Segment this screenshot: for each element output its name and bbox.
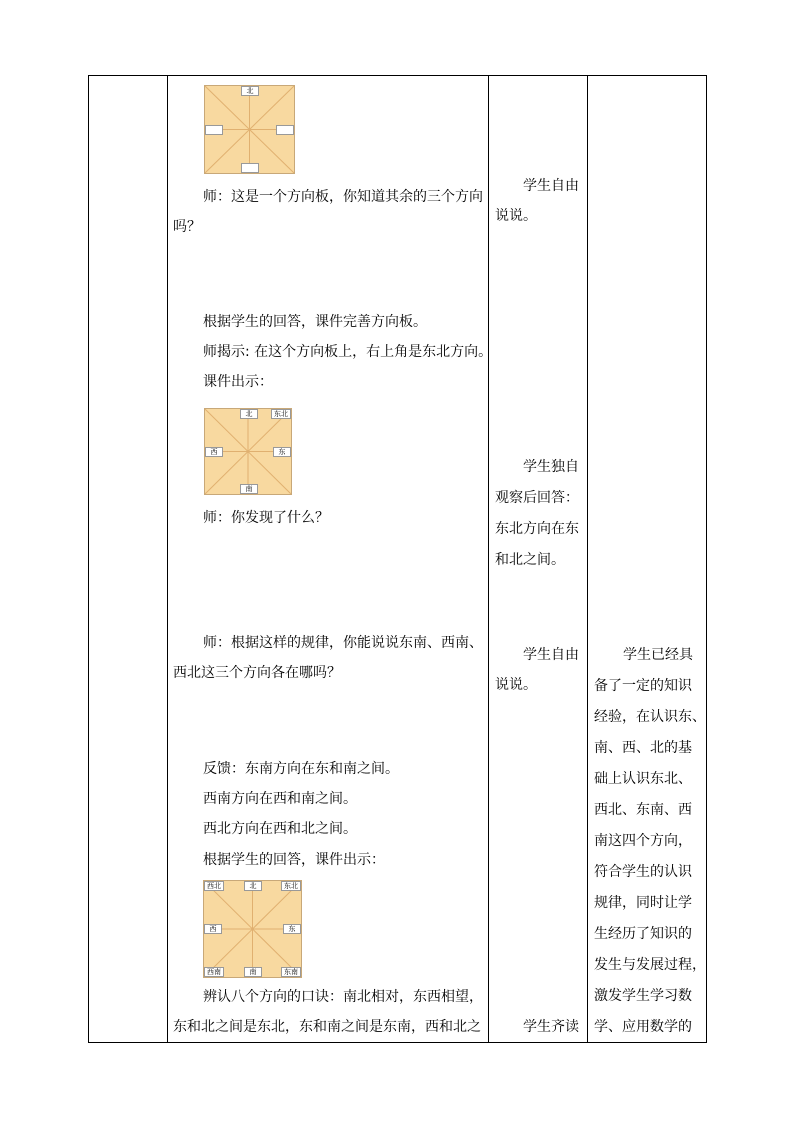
design-intent-line-5: 础上认识东北、 — [594, 771, 692, 787]
student-activity-2-line-2: 观察后回答： — [495, 490, 579, 506]
board-3-label-north: 北 — [244, 881, 262, 891]
design-intent-line-6: 西北、东南、西 — [594, 802, 692, 818]
design-intent-line-8: 符合学生的认识 — [594, 864, 692, 880]
direction-board-3 — [203, 880, 302, 978]
design-intent-line-9: 规律，同时让学 — [594, 895, 692, 911]
board-2-label-east: 东 — [273, 447, 291, 457]
teacher-question-2: 师：你发现了什么？ — [203, 510, 329, 526]
board-1-label-east-blank — [276, 125, 294, 135]
student-activity-1-line-1: 学生自由 — [523, 178, 579, 194]
student-activity-3-line-1: 学生自由 — [523, 647, 579, 663]
board-2-label-south: 南 — [240, 484, 258, 494]
feedback-southeast: 反馈：东南方向在东和南之间。 — [203, 761, 399, 777]
direction-board-2 — [204, 408, 292, 495]
mnemonic-line-1: 辨认八个方向的口诀：南北相对，东西相望， — [203, 989, 483, 1005]
board-1-label-north: 北 — [241, 86, 259, 96]
board-3-label-southwest: 西南 — [204, 967, 224, 977]
student-activity-4: 学生齐读 — [523, 1019, 579, 1035]
board-2-label-north: 北 — [240, 409, 258, 419]
student-activity-2-line-1: 学生独自 — [523, 459, 579, 475]
board-1-label-west-blank — [205, 125, 223, 135]
paragraph-complete-board: 根据学生的回答，课件完善方向板。 — [203, 314, 427, 330]
design-intent-line-12: 激发学生学习数 — [594, 988, 692, 1004]
paragraph-teacher-reveal: 师揭示: 在这个方向板上，右上角是东北方向。 — [203, 344, 493, 360]
column-divider-2 — [488, 75, 489, 1043]
feedback-southwest: 西南方向在西和南之间。 — [203, 791, 357, 807]
board-2-label-west: 西 — [205, 447, 223, 457]
table-bottom-border — [88, 1042, 707, 1043]
feedback-northwest: 西北方向在西和北之间。 — [203, 821, 357, 837]
mnemonic-line-2: 东和北之间是东北，东和南之间是东南，西和北之 — [173, 1019, 481, 1035]
paragraph-courseware-show: 课件出示： — [203, 374, 273, 390]
table-right-border — [706, 75, 707, 1043]
direction-board-1 — [204, 85, 295, 174]
design-intent-line-3: 经验，在认识东、 — [594, 709, 706, 725]
student-activity-2-line-4: 和北之间。 — [495, 552, 565, 568]
paragraph-courseware-show-2: 根据学生的回答，课件出示： — [203, 852, 385, 868]
board-2-label-northeast: 东北 — [271, 409, 291, 419]
teacher-question-3-line-1: 师：根据这样的规律，你能说说东南、西南、 — [203, 635, 483, 651]
table-top-border — [88, 75, 707, 76]
teacher-question-1-line-1: 师：这是一个方向板，你知道其余的三个方向 — [203, 189, 483, 205]
board-1-label-south-blank — [241, 163, 259, 173]
board-3-label-northeast: 东北 — [281, 881, 301, 891]
design-intent-line-1: 学生已经具 — [623, 647, 693, 663]
board-3-label-south: 南 — [244, 967, 262, 977]
design-intent-line-13: 学、应用数学的 — [594, 1019, 692, 1035]
table-left-border — [88, 75, 89, 1043]
design-intent-line-7: 南这四个方向， — [594, 833, 692, 849]
design-intent-line-10: 生经历了知识的 — [594, 926, 692, 942]
column-divider-3 — [587, 75, 588, 1043]
student-activity-3-line-2: 说说。 — [495, 677, 537, 693]
board-3-label-southeast: 东南 — [281, 967, 301, 977]
design-intent-line-11: 发生与发展过程， — [594, 957, 706, 973]
design-intent-line-4: 南、西、北的基 — [594, 740, 692, 756]
board-3-label-east: 东 — [283, 924, 301, 934]
design-intent-line-2: 备了一定的知识 — [594, 678, 692, 694]
student-activity-2-line-3: 东北方向在东 — [495, 521, 579, 537]
teacher-question-1-line-2: 吗？ — [173, 219, 201, 235]
column-divider-1 — [167, 75, 168, 1043]
board-3-label-west: 西 — [204, 924, 222, 934]
student-activity-1-line-2: 说说。 — [495, 208, 537, 224]
teacher-question-3-line-2: 西北这三个方向各在哪吗？ — [173, 665, 341, 681]
board-3-label-northwest: 西北 — [204, 881, 224, 891]
